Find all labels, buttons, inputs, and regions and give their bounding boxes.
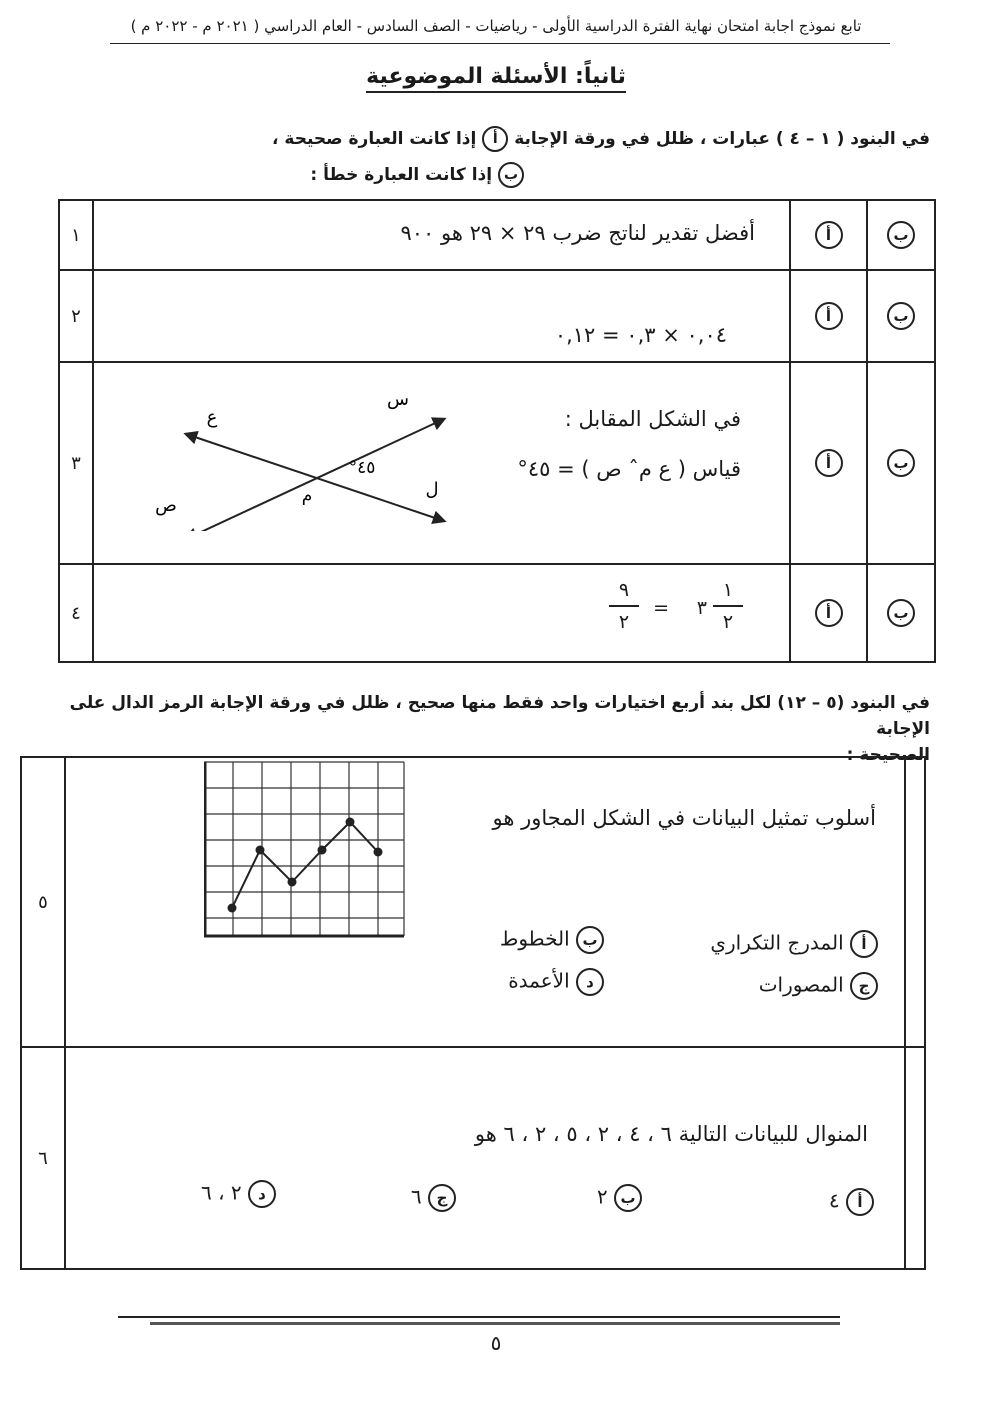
answer-b-cell (867, 564, 935, 662)
header-rule (110, 43, 890, 44)
item-number: ٤ (59, 564, 93, 662)
option-d[interactable] (201, 1180, 276, 1208)
graph-point (374, 848, 383, 857)
footer-rule (118, 1316, 840, 1318)
intersecting-lines-figure (152, 381, 452, 531)
answer-a-cell (790, 564, 867, 662)
label-ayn: ع (206, 407, 218, 428)
whole-number: ٣ (696, 597, 707, 619)
statement-text: أفضل تقدير لناتج ضرب ٢٩ × ٢٩ هو ٩٠٠ (400, 221, 755, 245)
label-m: م (301, 486, 313, 506)
option-b-circle[interactable]: ب (576, 926, 604, 954)
section-title (0, 64, 992, 89)
option-d-text: الأعمدة (508, 968, 570, 993)
tf-row (59, 362, 935, 564)
symbol-a-circle: أ (482, 126, 508, 152)
fraction-2-numerator: ٩ (618, 579, 630, 601)
statement-line1: في الشكل المقابل : (564, 407, 741, 431)
option-b-circle[interactable]: ب (887, 599, 915, 627)
statement-cell (93, 270, 790, 362)
multiple-choice-table (20, 756, 926, 1270)
fraction-1-numerator: ١ (722, 579, 734, 601)
option-d[interactable] (508, 968, 604, 996)
option-c-circle[interactable]: ج (428, 1184, 456, 1212)
mc-row (21, 757, 925, 1047)
line-graph-figure (204, 758, 410, 938)
graph-line (232, 822, 378, 908)
graph-point (228, 904, 237, 913)
tf-row (59, 200, 935, 270)
answer-b-cell (867, 270, 935, 362)
answer-a-cell (790, 200, 867, 270)
graph-point (288, 878, 297, 887)
symbol-b-circle: ب (498, 162, 524, 188)
option-a-text: ٤ (828, 1188, 840, 1213)
fraction-bar (713, 605, 743, 607)
option-a-circle[interactable]: أ (850, 930, 878, 958)
option-a-circle[interactable]: أ (846, 1188, 874, 1216)
page-number: ٥ (490, 1331, 502, 1355)
item-number: ٢ (59, 270, 93, 362)
angle-label: ٤٥° (348, 458, 376, 478)
statement-text: ٠,٠٤ × ٠,٣ = ٠,١٢ (554, 323, 727, 347)
option-c-circle[interactable]: ج (850, 972, 878, 1000)
statement-cell (93, 564, 790, 662)
option-b-text: ٢ (596, 1184, 608, 1209)
left-margin-cell (905, 1047, 925, 1269)
option-a[interactable] (829, 1188, 874, 1216)
instr-mc-line1: في البنود (٥ – ١٢) لكل بند أربع اختيارات واحد فقط منها صحيح ، ظلل في ورقة الإجابة الرمز الدال على الإجابة (69, 693, 930, 739)
item-number: ٣ (59, 362, 93, 564)
tf-row (59, 270, 935, 362)
option-a-text: المدرج التكراري (710, 930, 844, 955)
statement-line2: قياس ( ع مˆ ص ) = ٤٥° (517, 457, 741, 481)
mc-row (21, 1047, 925, 1269)
tf-row (59, 564, 935, 662)
line-ayn-l (186, 434, 444, 521)
fraction-bar (609, 605, 639, 607)
left-margin-cell (905, 757, 925, 1047)
option-d-circle[interactable]: د (576, 968, 604, 996)
answer-b-cell (867, 200, 935, 270)
option-a-circle[interactable]: أ (815, 449, 843, 477)
question-cell (65, 1047, 905, 1269)
label-s: س (387, 389, 409, 410)
option-c[interactable] (411, 1184, 456, 1212)
label-l: ل (425, 479, 439, 500)
fraction-2-denominator: ٢ (618, 611, 630, 633)
question-text: أسلوب تمثيل البيانات في الشكل المجاور هو (492, 806, 876, 830)
section-title-text: ثانياً: الأسئلة الموضوعية (366, 64, 626, 93)
fraction-2 (609, 579, 639, 633)
option-c-text: ٦ (410, 1184, 422, 1209)
option-b-circle[interactable]: ب (887, 221, 915, 249)
item-number: ١ (59, 200, 93, 270)
instr-mc-line2: الصحيحة : (846, 745, 930, 765)
question-cell (65, 757, 905, 1047)
instr1-text: في البنود ( ١ – ٤ ) عبارات ، ظلل في ورقة الإجابة (514, 129, 930, 149)
option-b-text: الخطوط (499, 926, 570, 951)
option-a-circle[interactable]: أ (815, 221, 843, 249)
option-b-circle[interactable]: ب (887, 449, 915, 477)
graph-point (346, 818, 355, 827)
instr2-end: إذا كانت العبارة خطأ : (310, 165, 493, 185)
option-b-circle[interactable]: ب (614, 1184, 642, 1212)
statement-cell (93, 362, 790, 564)
option-a[interactable] (710, 930, 878, 958)
equals-sign: = (653, 597, 669, 619)
page-header: تابع نموذج اجابة امتحان نهاية الفترة الدراسية الأولى - رياضيات - الصف السادس - العام الدراسي ( ٢٠٢١ م - ٢٠٢٢ م ) (130, 17, 862, 35)
question-text: المنوال للبيانات التالية ٦ ، ٤ ، ٢ ، ٥ ، ٢ ، ٦ هو (474, 1122, 868, 1146)
instr1-end: إذا كانت العبارة صحيحة ، (272, 129, 477, 149)
true-false-table (58, 199, 936, 663)
graph-point (256, 846, 265, 855)
option-b[interactable] (500, 926, 604, 954)
footer-rule-thick (150, 1322, 840, 1325)
option-c[interactable] (759, 972, 878, 1000)
answer-a-cell (790, 362, 867, 564)
answer-b-cell (867, 362, 935, 564)
item-number: ٦ (21, 1047, 65, 1269)
option-d-circle[interactable]: د (248, 1180, 276, 1208)
graph-point (318, 846, 327, 855)
answer-a-cell (790, 270, 867, 362)
statement-cell (93, 200, 790, 270)
instructions-true-false-line2 (310, 162, 524, 188)
item-number: ٥ (21, 757, 65, 1047)
option-a-circle[interactable]: أ (815, 599, 843, 627)
option-d-text: ٢ ، ٦ (200, 1180, 242, 1205)
label-sad: ص (155, 495, 177, 516)
instructions-true-false-line1 (272, 126, 930, 152)
option-b[interactable] (597, 1184, 642, 1212)
option-b-circle[interactable]: ب (887, 302, 915, 330)
option-a-circle[interactable]: أ (815, 302, 843, 330)
fraction-1-denominator: ٢ (722, 611, 734, 633)
option-c-text: المصورات (758, 972, 844, 997)
line-s-sad (186, 419, 444, 531)
fraction-1 (713, 579, 743, 633)
